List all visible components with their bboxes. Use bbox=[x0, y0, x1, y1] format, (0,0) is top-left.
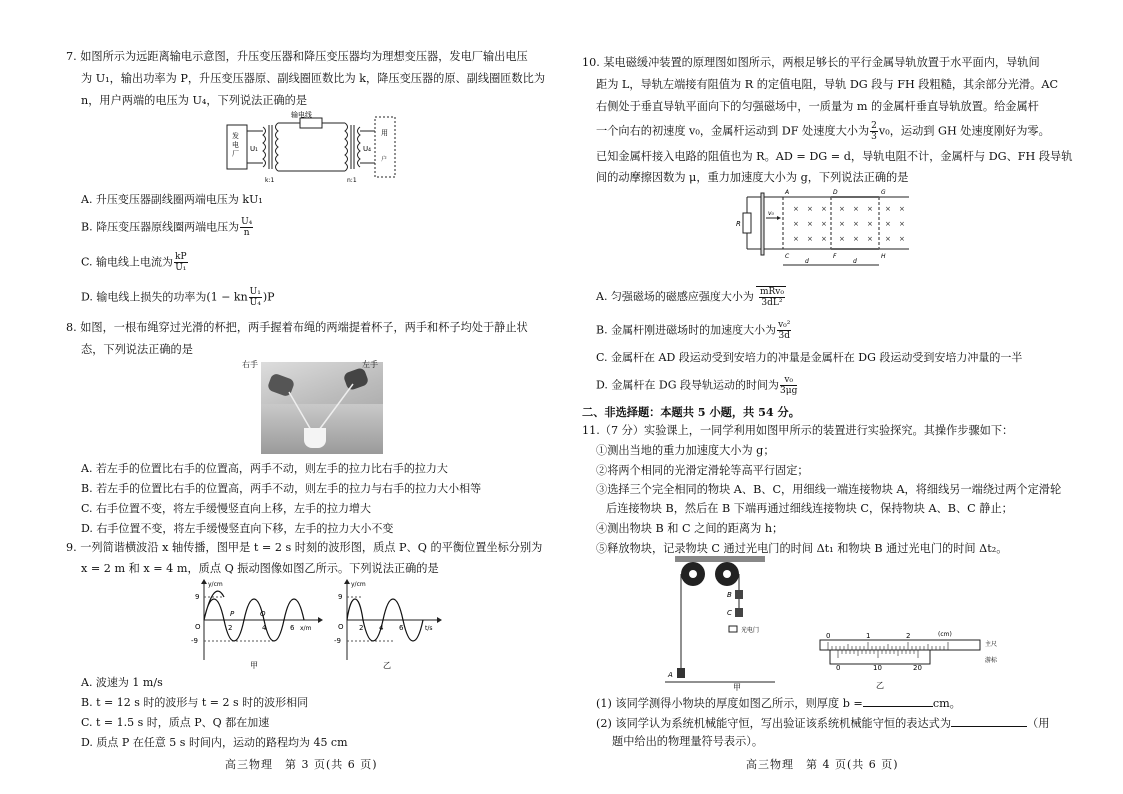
q10-option-a-text: A. 匀强磁场的磁感应强度大小为 bbox=[596, 290, 754, 303]
q9-vibration-graph bbox=[333, 578, 443, 670]
label-d: D bbox=[833, 189, 838, 196]
t-tick-6: 6 bbox=[399, 624, 404, 632]
vernier-tick-10: 10 bbox=[873, 664, 882, 672]
frac-den: 3d bbox=[778, 331, 790, 341]
q9-option-a: A. 波速为 1 m/s bbox=[81, 676, 163, 689]
right-hand-label: 右手 bbox=[242, 360, 258, 369]
label-f: F bbox=[833, 253, 837, 260]
answer-blank-expression[interactable] bbox=[951, 716, 1027, 727]
q11-vernier-caliper-figure bbox=[810, 626, 1000, 692]
svg-text:×: × bbox=[853, 220, 859, 228]
sqrt-radical bbox=[756, 286, 786, 308]
vernier-tick-0: 0 bbox=[836, 664, 841, 672]
user-label-2: 户 bbox=[381, 156, 388, 163]
y-axis-label: y/cm bbox=[351, 581, 366, 588]
svg-text:×: × bbox=[899, 205, 905, 213]
cup-shape bbox=[304, 428, 326, 448]
q9-option-c: C. t = 1.5 s 时，质点 P、Q 都在加速 bbox=[81, 716, 270, 729]
frac-num: 2 bbox=[871, 121, 877, 131]
svg-text:×: × bbox=[839, 235, 845, 243]
vernier-tick-20: 20 bbox=[913, 664, 922, 672]
q11-part2-text: (2) 该同学认为系统机械能守恒，写出验证该系统机械能守恒的表达式为 bbox=[596, 717, 952, 730]
q7-option-c-text: C. 输电线上电流为 bbox=[81, 255, 174, 269]
resistor-label: R bbox=[736, 220, 741, 228]
page-3-column bbox=[0, 0, 560, 794]
svg-text:×: × bbox=[867, 235, 873, 243]
q10-line5: 已知金属杆接入电路的阻值也为 R。AD = DG = d，导轨电阻不计，金属杆与 DG、FH 段导轨 bbox=[596, 150, 1073, 163]
magnetic-field-crosses bbox=[793, 205, 905, 243]
svg-text:×: × bbox=[853, 205, 859, 213]
q7-line3: n，用户两端的电压为 U₄，下列说法正确的是 bbox=[81, 94, 308, 107]
frac-num: U₁ bbox=[249, 287, 261, 297]
section-2-heading: 二、非选择题：本题共 5 小题，共 54 分。 bbox=[582, 405, 800, 419]
page-3-footer: 高三物理 第 3 页(共 6 页) bbox=[225, 758, 378, 771]
q10-line2: 距为 L，导轨左端接有阻值为 R 的定值电阻，导轨 DG 段与 FH 段粗糙，其余部分光滑。AC bbox=[596, 78, 1058, 91]
y-tick-neg9: -9 bbox=[191, 637, 198, 645]
y-axis-label: y/cm bbox=[208, 581, 223, 588]
label-c: C bbox=[785, 253, 790, 260]
q11-part1 bbox=[596, 696, 961, 711]
answer-blank-b[interactable] bbox=[863, 696, 933, 707]
frac-den: 3dL² bbox=[761, 298, 783, 308]
q9-wave-graph bbox=[190, 578, 325, 670]
q7-line2: 为 U₁，输出功率为 P，升压变压器原、副线圈匝数比为 k，降压变压器的原、副线圈匝数比为 bbox=[81, 72, 546, 85]
svg-text:×: × bbox=[793, 235, 799, 243]
svg-text:×: × bbox=[821, 235, 827, 243]
svg-text:×: × bbox=[807, 220, 813, 228]
user-label: 用 bbox=[381, 129, 388, 137]
q8-option-a: A. 若左手的位置比右手的位置高，两手不动，则左手的拉力比右手的拉力大 bbox=[81, 462, 448, 475]
y-tick-neg9: -9 bbox=[334, 637, 341, 645]
q7-option-b bbox=[81, 217, 254, 238]
svg-text:×: × bbox=[793, 205, 799, 213]
vernier-label: 游标 bbox=[985, 657, 998, 664]
line-label: 输电线 bbox=[291, 111, 312, 119]
svg-text:×: × bbox=[839, 205, 845, 213]
q10-option-b bbox=[596, 320, 792, 341]
q7-option-d-text: D. 输电线上损失的功率为(1 − kn bbox=[81, 290, 248, 304]
frac-den: U₁ bbox=[175, 263, 187, 273]
label-h: H bbox=[881, 253, 886, 260]
q10-line3: 右侧处于垂直导轨平面向下的匀强磁场中，一质量为 m 的金属杆垂直导轨放置。给金属杆 bbox=[596, 100, 1039, 113]
main-tick-1: 1 bbox=[866, 632, 871, 640]
svg-text:×: × bbox=[821, 220, 827, 228]
q10-option-a-fraction bbox=[759, 287, 785, 308]
q11-part1-tail: cm。 bbox=[932, 697, 961, 710]
q7-option-d-tail: )P bbox=[262, 290, 275, 304]
q7-transmission-figure bbox=[225, 113, 425, 185]
svg-text:×: × bbox=[899, 220, 905, 228]
q10-option-d bbox=[596, 375, 798, 396]
q9-line2: x = 2 m 和 x = 4 m，质点 Q 振动图像如图乙所示。下列说法正确的是 bbox=[81, 562, 439, 575]
svg-text:×: × bbox=[793, 220, 799, 228]
q10-option-d-text: D. 金属杆在 DG 段导轨运动的时间为 bbox=[596, 378, 780, 392]
caption-yi: 乙 bbox=[876, 681, 884, 690]
origin-label: O bbox=[338, 623, 344, 631]
svg-text:×: × bbox=[885, 220, 891, 228]
svg-text:×: × bbox=[885, 205, 891, 213]
point-p-label: P bbox=[230, 610, 235, 618]
q11-part2-line2: 题中给出的物理量符号表示）。 bbox=[612, 735, 764, 748]
caption-yi: 乙 bbox=[383, 661, 391, 670]
q9-option-d: D. 质点 P 在任意 5 s 时间内，运动的路程均为 45 cm bbox=[81, 736, 348, 749]
q7-line1: 7. 如图所示为远距离输电示意图，升压变压器和降压变压器均为理想变压器，发电厂输出电压 bbox=[66, 50, 528, 63]
frac-den: 3 bbox=[871, 132, 877, 142]
unit-label: (cm) bbox=[938, 631, 952, 638]
frac-num: v₀² bbox=[778, 320, 791, 330]
q11-part1-text: (1) 该同学测得小物块的厚度如图乙所示，则厚度 b = bbox=[596, 697, 863, 710]
label-g: G bbox=[881, 189, 886, 196]
q8-option-c: C. 右手位置不变，将左手缓慢竖直向上移，左手的拉力增大 bbox=[81, 502, 372, 515]
frac-num: v₀ bbox=[780, 375, 797, 386]
caption-jia: 甲 bbox=[733, 683, 741, 692]
q11-step5: ⑤释放物块，记录物块 C 通过光电门的时间 Δt₁ 和物块 B 通过光电门的时间 Δt₂。 bbox=[596, 542, 1008, 555]
photogate-label: 光电门 bbox=[741, 627, 760, 634]
y-tick-9: 9 bbox=[338, 593, 343, 601]
q7-option-b-text: B. 降压变压器原线圈两端电压为 bbox=[81, 220, 240, 234]
q11-line1: 11.（7 分）实验课上，一同学利用如图甲所示的装置进行实验探究。其操作步骤如下： bbox=[582, 424, 1014, 437]
q9-option-b: B. t = 12 s 时的波形与 t = 2 s 时的波形相同 bbox=[81, 696, 309, 709]
label-a: A bbox=[785, 189, 790, 196]
svg-text:×: × bbox=[885, 235, 891, 243]
q11-step1: ①测出当地的重力加速度大小为 g； bbox=[596, 444, 775, 457]
u1-label: U₁ bbox=[250, 145, 258, 153]
q11-part2-tail: （用 bbox=[1027, 717, 1050, 730]
q7-option-c-fraction bbox=[174, 252, 188, 273]
svg-text:×: × bbox=[853, 235, 859, 243]
svg-text:×: × bbox=[821, 205, 827, 213]
q10-option-d-fraction bbox=[780, 375, 797, 396]
q11-step2: ②将两个相同的光滑定滑轮等高平行固定； bbox=[596, 464, 809, 477]
q7-option-d-fraction bbox=[249, 287, 262, 308]
q11-step4: ④测出物块 B 和 C 之间的距离为 h； bbox=[596, 522, 784, 535]
q11-part2 bbox=[596, 716, 1049, 731]
q11-step3-line2: 后连接物块 B，然后在 B 下端再通过细线连接物块 C，保持物块 A、B、C 静止； bbox=[606, 502, 1013, 515]
x-tick-4: 4 bbox=[262, 624, 267, 632]
t-tick-4: 4 bbox=[379, 624, 384, 632]
q10-option-a bbox=[596, 286, 786, 308]
q11-pulley-figure bbox=[665, 556, 785, 692]
page-4-column bbox=[560, 0, 1123, 794]
q8-line1: 8. 如图，一根布绳穿过光滑的杯把，两手握着布绳的两端提着杯子，两手和杯子均处于静止状 bbox=[66, 321, 528, 334]
block-c-label: C bbox=[727, 609, 732, 617]
frac-num: kP bbox=[175, 252, 187, 262]
ratio-n-label: n:1 bbox=[347, 177, 357, 184]
main-scale-label: 主尺 bbox=[985, 641, 998, 648]
q7-option-a: A. 升压变压器副线圈两端电压为 kU₁ bbox=[81, 193, 263, 206]
x-axis-label: x/m bbox=[300, 625, 312, 632]
origin-label: O bbox=[195, 623, 201, 631]
plant-label: 发电厂 bbox=[232, 132, 239, 158]
q10-rail-figure bbox=[735, 185, 915, 271]
t-tick-2: 2 bbox=[359, 624, 364, 632]
y-tick-9: 9 bbox=[195, 593, 200, 601]
svg-text:×: × bbox=[899, 235, 905, 243]
ratio-k-label: k:1 bbox=[265, 177, 275, 184]
x-tick-6: 6 bbox=[290, 624, 295, 632]
x-axis-label: t/s bbox=[425, 625, 433, 632]
frac-num: U₄ bbox=[241, 217, 253, 227]
svg-text:×: × bbox=[867, 205, 873, 213]
q10-line4-tail: v₀，运动到 GH 处速度刚好为零。 bbox=[878, 124, 1050, 138]
frac-den: 3μg bbox=[780, 386, 798, 396]
q10-line4 bbox=[596, 121, 1050, 142]
page-4-footer: 高三物理 第 4 页(共 6 页) bbox=[746, 758, 899, 771]
q10-line1: 10. 某电磁缓冲装置的原理图如图所示，两根足够长的平行金属导轨放置于水平面内，导轨间 bbox=[582, 56, 1040, 69]
q11-step3-line1: ③选择三个完全相同的物块 A、B、C，用细线一端连接物块 A，将细线另一端绕过两个定滑轮 bbox=[596, 483, 1062, 496]
block-a-label: A bbox=[668, 671, 673, 679]
q8-option-d: D. 右手位置不变，将左手缓慢竖直向下移，左手的拉力大小不变 bbox=[81, 522, 394, 535]
frac-den: U₄ bbox=[249, 298, 261, 308]
q7-option-d bbox=[81, 287, 275, 308]
two-thirds-fraction bbox=[870, 121, 878, 142]
frac-num: mRv₀ bbox=[759, 287, 784, 297]
q8-line2: 态，下列说法正确的是 bbox=[81, 343, 193, 356]
frac-den: n bbox=[243, 228, 250, 238]
svg-text:×: × bbox=[807, 205, 813, 213]
q10-line4-text: 一个向右的初速度 v₀，金属杆运动到 DF 处速度大小为 bbox=[596, 124, 870, 138]
q9-line1: 9. 一列简谐横波沿 x 轴传播，图甲是 t = 2 s 时刻的波形图，质点 P、Q 的平衡位置坐标分别为 bbox=[66, 541, 543, 554]
svg-text:×: × bbox=[867, 220, 873, 228]
left-hand-label: 左手 bbox=[362, 360, 378, 369]
q10-option-c: C. 金属杆在 AD 段运动受到安培力的冲量是金属杆在 DG 段运动受到安培力冲量的一半 bbox=[596, 351, 1023, 364]
caption-jia: 甲 bbox=[250, 661, 258, 670]
block-b-label: B bbox=[727, 591, 732, 599]
x-tick-2: 2 bbox=[228, 624, 233, 632]
distance-d1: d bbox=[805, 258, 809, 265]
v0-label: v₀ bbox=[768, 210, 774, 217]
point-q-label: Q bbox=[260, 610, 266, 618]
q10-option-b-fraction bbox=[777, 320, 791, 341]
distance-d2: d bbox=[853, 258, 857, 265]
main-tick-2: 2 bbox=[906, 632, 911, 640]
svg-text:×: × bbox=[807, 235, 813, 243]
q8-photo bbox=[261, 362, 383, 454]
u4-label: U₄ bbox=[363, 145, 371, 153]
q8-option-b: B. 若左手的位置比右手的位置高，两手不动，则左手的拉力与右手的拉力大小相等 bbox=[81, 482, 482, 495]
q10-line6: 间的动摩擦因数为 μ，重力加速度大小为 g，下列说法正确的是 bbox=[596, 171, 909, 184]
q7-option-c bbox=[81, 252, 189, 273]
q7-option-b-fraction bbox=[240, 217, 253, 238]
svg-text:×: × bbox=[839, 220, 845, 228]
main-tick-0: 0 bbox=[826, 632, 831, 640]
q10-option-b-text: B. 金属杆刚进磁场时的加速度大小为 bbox=[596, 323, 777, 337]
